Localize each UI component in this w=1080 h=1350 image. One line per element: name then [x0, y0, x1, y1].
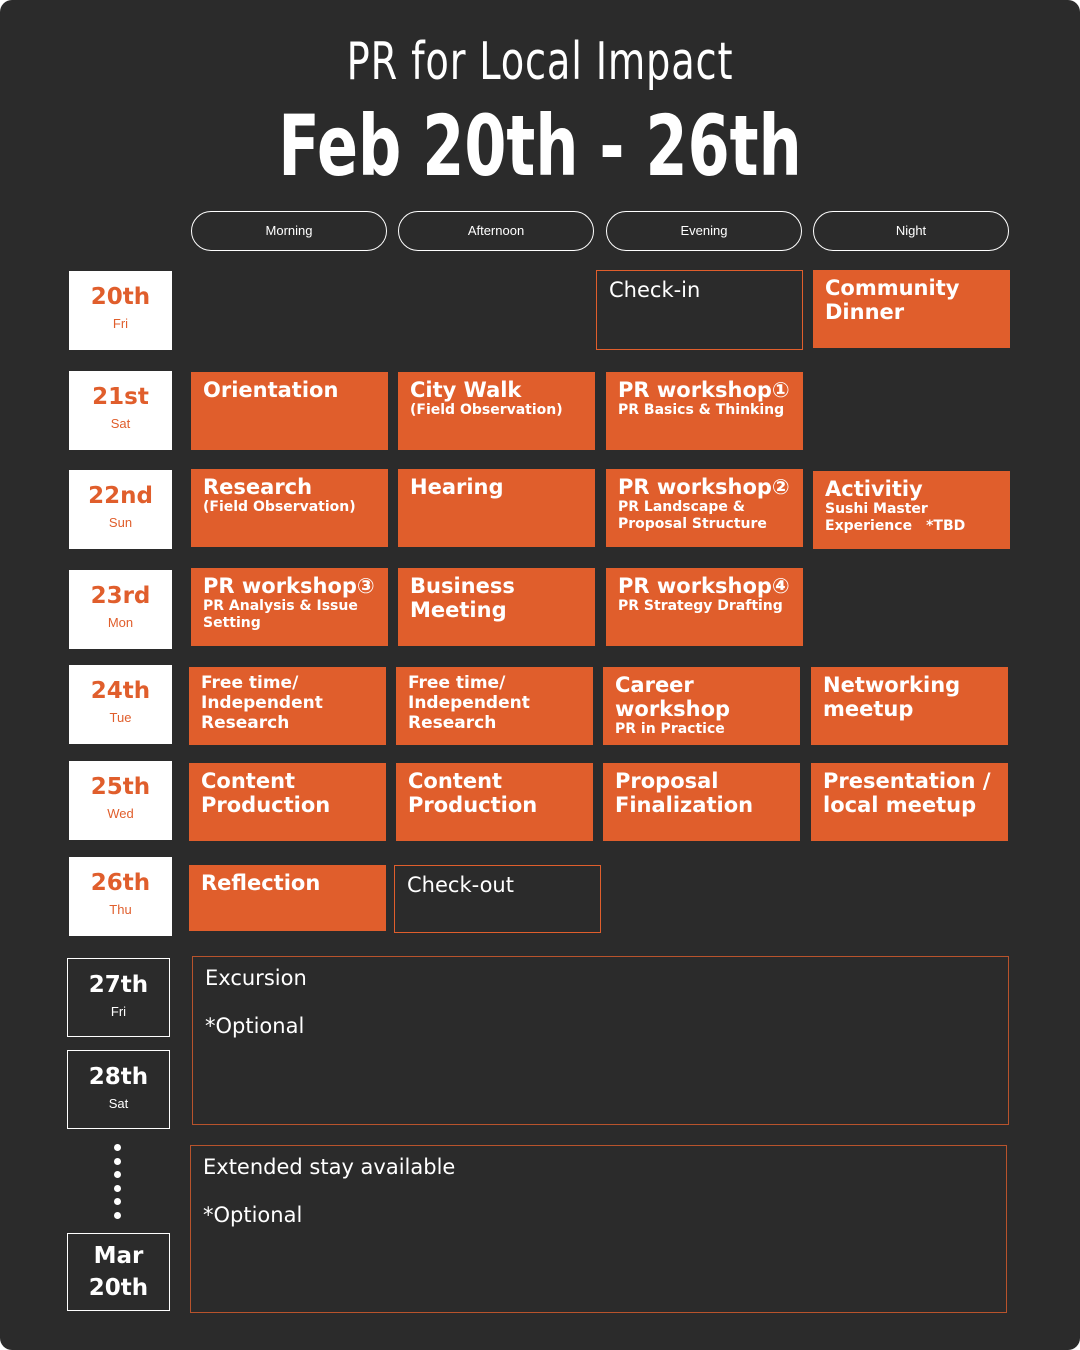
day-label-27th: [67, 958, 170, 1037]
day-label-25th: [69, 761, 172, 840]
day-weekday: Fri: [112, 316, 129, 331]
event-free-time-morning: [189, 667, 386, 745]
event-pr-workshop-1: [606, 372, 803, 450]
event-title: PR workshop②: [618, 475, 790, 499]
event-title: Reflection: [201, 871, 321, 895]
event-title: Content Production: [201, 769, 331, 817]
event-business-meeting: [398, 568, 595, 646]
day-weekday: Sun: [108, 515, 133, 530]
event-subtitle: PR Landscape & Proposal Structure: [618, 499, 767, 532]
event-content-production-morning: [189, 763, 386, 841]
event-subtitle: PR Analysis & Issue Setting: [203, 598, 358, 631]
event-title: Content Production: [408, 769, 538, 817]
event-pr-workshop-3: [191, 568, 388, 646]
event-proposal-finalization: [603, 763, 800, 841]
day-date: 22nd: [88, 483, 153, 509]
event-content-production-afternoon: [396, 763, 593, 841]
program-title: PR for Local Impact: [346, 32, 734, 92]
event-title: Business Meeting: [410, 574, 515, 622]
end-date-label: [67, 1233, 170, 1311]
event-networking-meetup: [811, 667, 1008, 745]
day-weekday: Wed: [107, 806, 134, 821]
event-subtitle: (Field Observation): [410, 402, 563, 418]
event-title: PR workshop③: [203, 574, 375, 598]
event-extended-stay: [190, 1145, 1007, 1313]
event-title: Hearing: [410, 475, 504, 499]
event-orientation: [191, 372, 388, 450]
day-date: 25th: [90, 774, 151, 800]
day-weekday: Sat: [108, 1096, 129, 1111]
day-weekday: Tue: [109, 710, 132, 725]
day-weekday: Fri: [110, 1004, 127, 1019]
event-hearing: [398, 469, 595, 547]
end-date-day: 20th: [88, 1275, 149, 1301]
event-subtitle: PR Basics & Thinking: [618, 402, 785, 418]
day-label-23rd: [69, 570, 172, 649]
end-date-month: Mar: [93, 1243, 144, 1269]
event-pr-workshop-4: [606, 568, 803, 646]
event-title: Networking meetup: [823, 673, 961, 721]
day-date: 21st: [92, 384, 149, 410]
day-date: 24th: [90, 678, 151, 704]
event-title: Check-in: [609, 278, 701, 302]
event-free-time-afternoon: [396, 667, 593, 745]
event-check-out: [394, 865, 601, 933]
day-label-24th: [69, 665, 172, 744]
column-header-night: Night: [813, 211, 1009, 251]
day-weekday: Sat: [110, 416, 131, 431]
date-range-title: Feb 20th - 26th: [278, 97, 802, 195]
day-label-20th: [69, 271, 172, 350]
day-label-21st: [69, 371, 172, 450]
event-subtitle: Sushi Master Experience *TBD: [825, 501, 966, 534]
optional-note: *Optional: [203, 1203, 303, 1227]
event-title: Excursion: [205, 966, 307, 990]
event-title: Career workshop: [615, 673, 731, 721]
event-title: Extended stay available: [203, 1155, 456, 1179]
day-label-26th: [69, 857, 172, 936]
event-research: [191, 469, 388, 547]
event-title: Proposal Finalization: [615, 769, 754, 817]
event-subtitle: PR Strategy Drafting: [618, 598, 783, 614]
event-career-workshop: [603, 667, 800, 745]
event-reflection: [189, 865, 386, 931]
event-title: PR workshop①: [618, 378, 790, 402]
event-subtitle: PR in Practice: [615, 721, 725, 737]
event-city-walk: [398, 372, 595, 450]
event-community-dinner: [813, 270, 1010, 348]
event-pr-workshop-2: [606, 469, 803, 547]
event-title: Free time/ Independent Research: [408, 673, 530, 733]
event-title: Activitiy: [825, 477, 923, 501]
column-header-afternoon: Afternoon: [398, 211, 594, 251]
event-title: Research: [203, 475, 313, 499]
event-check-in: [596, 270, 803, 350]
day-date: 28th: [88, 1064, 149, 1090]
event-title: Check-out: [407, 873, 514, 897]
event-title: City Walk: [410, 378, 522, 402]
day-date: 23rd: [90, 583, 151, 609]
event-presentation: [811, 763, 1008, 841]
day-date: 27th: [88, 972, 149, 998]
event-title: Community Dinner: [825, 276, 960, 324]
day-weekday: Mon: [107, 615, 134, 630]
day-label-28th: [67, 1050, 170, 1129]
event-title: PR workshop④: [618, 574, 790, 598]
day-weekday: Thu: [109, 902, 132, 917]
event-title: Presentation / local meetup: [823, 769, 991, 817]
continuation-dots: [114, 1144, 122, 1225]
day-date: 26th: [90, 870, 151, 896]
optional-note: *Optional: [205, 1014, 305, 1038]
day-label-22nd: [69, 470, 172, 549]
column-header-evening: Evening: [606, 211, 802, 251]
event-title: Free time/ Independent Research: [201, 673, 323, 733]
event-title: Orientation: [203, 378, 339, 402]
event-activity: [813, 471, 1010, 549]
day-date: 20th: [90, 284, 151, 310]
event-excursion: [192, 956, 1009, 1125]
event-subtitle: (Field Observation): [203, 499, 356, 515]
column-header-morning: Morning: [191, 211, 387, 251]
